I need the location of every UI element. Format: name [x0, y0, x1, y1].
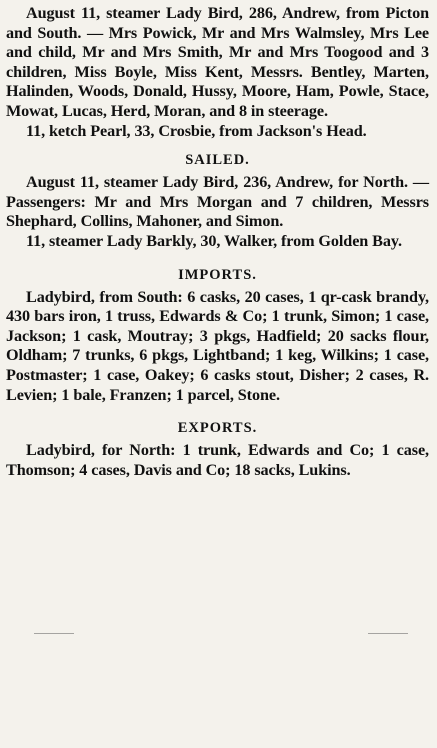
- arrival-entry-pearl: 11, ketch Pearl, 33, Crosbie, from Jackson's Head.: [26, 121, 367, 140]
- exports-heading: EXPORTS.: [177, 420, 258, 437]
- exports-entry-ladybird: Ladybird, for North: 1 trunk, Edwards and Co; 1 case, Thomson; 4 cases, Davis and Co; 18 sacks, Lukins.: [6, 441, 429, 479]
- separator-rule-right: [368, 633, 408, 634]
- separator-rule-left: [34, 633, 74, 634]
- sailed-heading: SAILED.: [185, 152, 250, 169]
- imports-heading: IMPORTS.: [178, 266, 257, 283]
- sailed-entry-lady-bird: August 11, steamer Lady Bird, 236, Andrew, for North. — Passengers: Mr and Mrs Morgan and 7 children, Messrs Shephard, Collins, Mahoner, and Simon.: [6, 173, 429, 231]
- sailed-entry-lady-barkly: 11, steamer Lady Barkly, 30, Walker, from Golden Bay.: [26, 231, 402, 250]
- arrival-entry-lady-bird: August 11, steamer Lady Bird, 286, Andrew, from Picton and South. — Mrs Powick, Mr and Mrs Walmsley, Mrs Lee and child, Mr and Mrs Smith, Mr and Mrs Toogood and 3 children, Miss Boyle, Miss Kent, Messrs. Bentley, Marten, Halinden, Woods, Donald, Hussy, Moore, Ham, Powle, Stace, Mowat, Lucas, Herd, Moran, and 8 in steerage.: [6, 4, 429, 120]
- imports-entry-ladybird: Ladybird, from South: 6 casks, 20 cases, 1 qr-cask brandy, 430 bars iron, 1 truss, Edwards & Co; 1 trunk, Simon; 1 case, Jackson; 1 cask, Moutray; 3 pkgs, Hadfield; 20 sacks flour, Oldham; 7 trunks, 6 pkgs, Lightband; 1 keg, Wilkins; 1 case, Postmaster; 1 case, Oakey; 6 casks stout, Disher; 2 cases, R. Levien; 1 bale, Franzen; 1 parcel, Stone.: [6, 287, 429, 404]
